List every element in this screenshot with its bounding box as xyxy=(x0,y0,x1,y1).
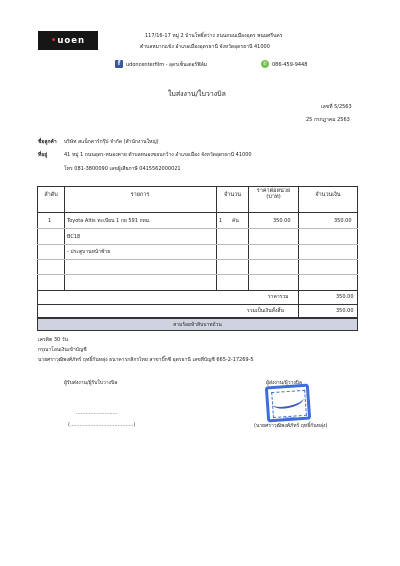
header-divider xyxy=(37,212,358,213)
issuer-name: (นายศราวุฒิพงศ์ภัทร์ ฤทธิ์กันหลุ่ง) xyxy=(254,423,328,429)
bank-account: นายศราวุฒิพงศ์ภัทร์ ฤทธิ์กันหลุ่ง ธนาคารกสิกรไทย สาขาบิ๊กซี อุดรธานี เลขที่บัญชี 665-2-17269-5 xyxy=(38,357,254,363)
row-item: Toyota Altis ทะเบียน 1 กย 591 กทม. xyxy=(67,218,151,224)
facebook-icon: f xyxy=(115,60,123,68)
document-title: ใบส่งงาน/ใบวางบิล xyxy=(168,90,226,98)
receiver-label: ผู้รับส่งงาน/ผู้รับใบวางบิล xyxy=(64,380,118,386)
header-no: ลำดับ xyxy=(44,192,58,198)
row-amount: 350.00 xyxy=(334,218,352,224)
customer-phone: โทร 081-3800090 เลขผู้เสียภาษี 0415562000021 xyxy=(64,166,181,172)
company-logo: •uoen xyxy=(38,31,98,50)
body-end-divider xyxy=(37,290,358,291)
credit-terms: เครดิต 30 วัน xyxy=(38,337,68,343)
row-divider xyxy=(37,228,358,229)
customer-name-label: ชื่อลูกค้า xyxy=(38,139,57,145)
stamp-text: CENTER xyxy=(283,416,296,420)
phone-icon: ✆ xyxy=(262,61,268,67)
grand-total-label: รวมเป็นเงินทั้งสิ้น xyxy=(247,308,284,314)
address-line-2: ตำบลหมากแข้ง อำเภอเมืองอุดรธานี จังหวัดอุดรธานี 41000 xyxy=(140,44,270,50)
header-amount: จำนวนเงิน xyxy=(315,192,341,198)
receiver-signature-line: .......................... xyxy=(76,410,118,416)
row-price: 350.00 xyxy=(273,218,291,224)
row-no: 1 xyxy=(48,218,52,224)
transfer-note: กรุณาโอนเงินเข้าบัญชี xyxy=(38,347,87,353)
receiver-name: (........................................) xyxy=(68,422,136,428)
phone-number: 086-459-9448 xyxy=(272,62,308,68)
header-qty: จำนวน xyxy=(224,192,241,198)
customer-name: บริษัท สแน็กคาร์กรุ๊ป จำกัด (สำนักงานใหญ่) xyxy=(64,139,159,145)
document-number: เลขที่ 5/2563 xyxy=(321,104,352,110)
customer-address-label: ที่อยู่ xyxy=(38,152,48,158)
address-line-1: 117/16-17 หมู่ 2 บ้านโพธิ์สว่าง ถนนถนนเมืองอุดร พนมศรีนคร xyxy=(145,33,283,39)
row-divider xyxy=(37,274,358,275)
amount-in-words: สามร้อยห้าสิบบาทถ้วน xyxy=(37,318,358,331)
row-item: - ประตูบานหน้าซ้าย xyxy=(67,249,111,255)
row-divider xyxy=(37,259,358,260)
row-qty: 1 xyxy=(219,218,223,224)
customer-address: 41 หมู่ 1 ถนนอุดร-หนองคาย ตำบลหนองขอนกว้าง อำเภอเมือง จังหวัดอุดรธานี 41000 xyxy=(64,152,252,158)
issuer-label: ผู้ส่งงาน/ผู้วางบิล xyxy=(266,380,302,386)
row-unit: คัน xyxy=(232,218,239,224)
total-value: 350.00 xyxy=(336,294,354,300)
facebook-name: udoncenterfilm - อุดรเซ็นเตอร์ฟิล์ม xyxy=(126,62,208,68)
row-item: BC18 xyxy=(67,234,81,240)
summary-divider xyxy=(37,304,358,305)
logo-text: uoen xyxy=(57,35,86,46)
header-unit-price: ราคาต่อหน่วย (บาท) xyxy=(256,188,291,200)
document-date: 25 กรกฎาคม 2563 xyxy=(306,117,350,123)
row-divider xyxy=(37,244,358,245)
col-divider xyxy=(298,186,299,318)
grand-total-value: 350.00 xyxy=(336,308,354,314)
total-label: ราคารวม xyxy=(268,294,289,300)
header-item: รายการ xyxy=(130,192,150,198)
